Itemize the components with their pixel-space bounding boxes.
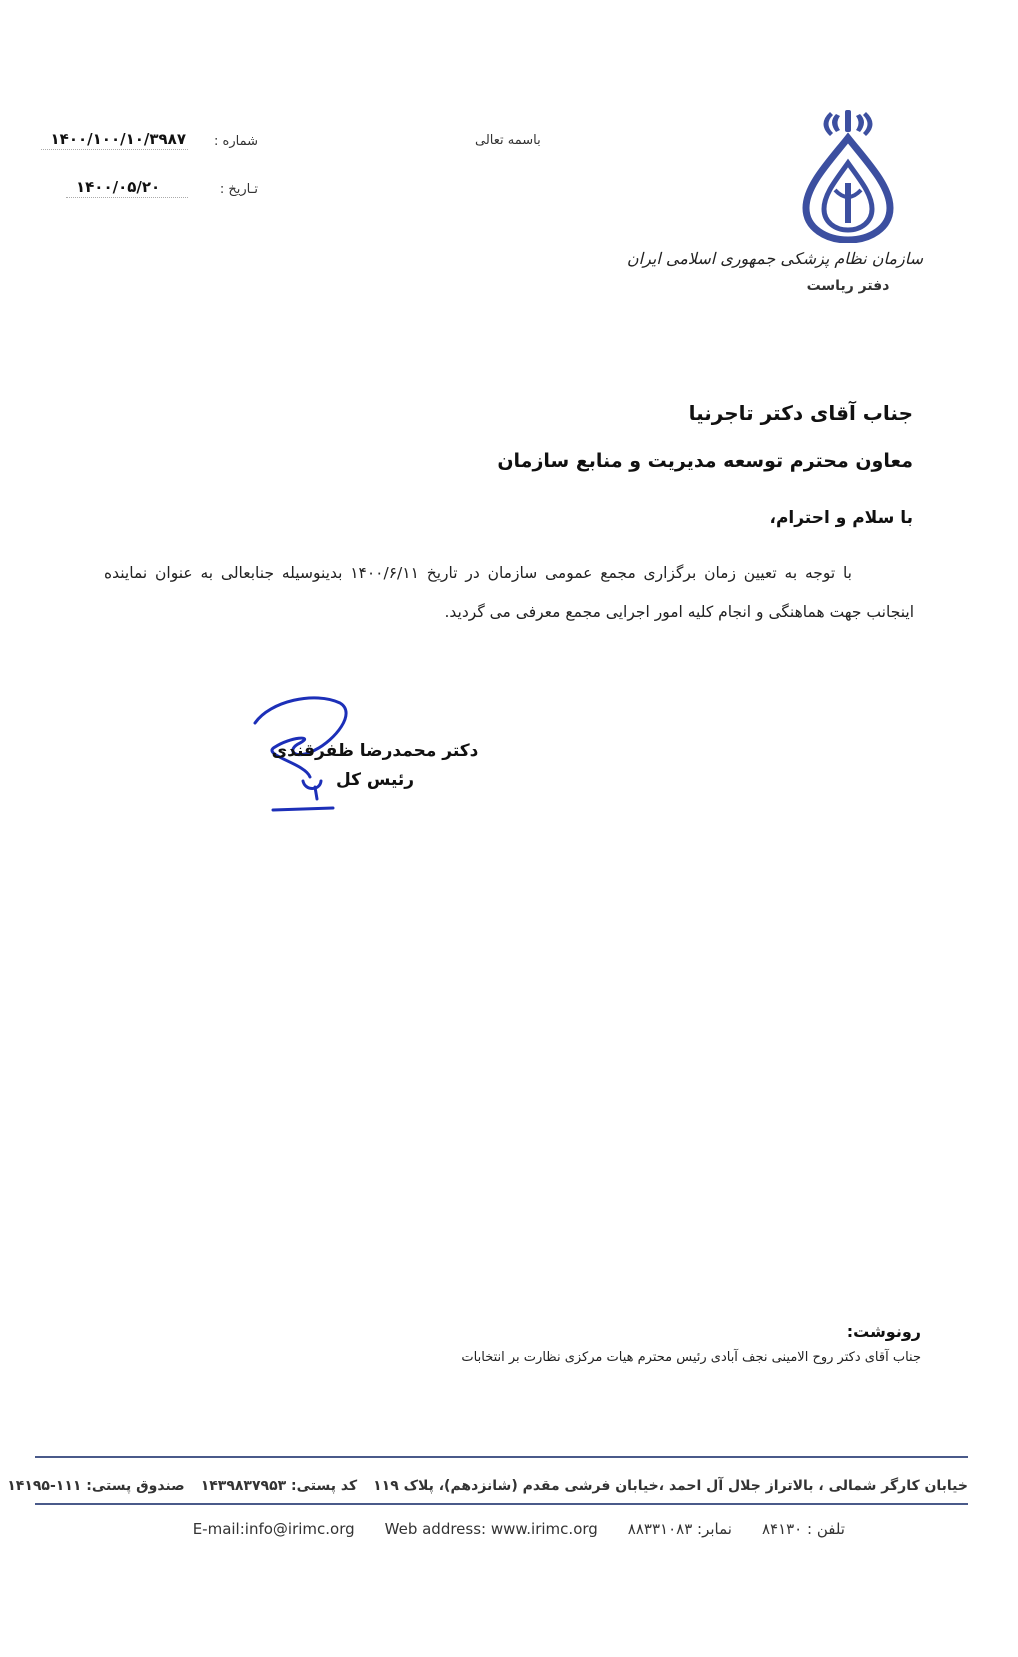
footer-fax: نمابر: ۸۸۳۳۱۰۸۳ — [627, 1520, 732, 1538]
signer-block — [270, 737, 480, 795]
footer-address-line — [7, 1478, 968, 1494]
footer-po-box: صندوق پستی: ۱۱۱-۱۴۱۹۵ — [7, 1478, 185, 1494]
letter-number-label: شماره : — [214, 134, 258, 149]
office-name: دفتر ریاست — [806, 278, 890, 294]
cc-title: رونوشت: — [846, 1322, 921, 1341]
organization-name: سازمان نظام پزشکی جمهوری اسلامی ایران — [626, 249, 923, 268]
bismillah-heading: باسمه تعالی — [475, 133, 541, 148]
addressee-title: معاون محترم توسعه مدیریت و منابع سازمان — [497, 450, 913, 472]
footer-email[interactable]: E-mail:info@irimc.org — [192, 1520, 355, 1538]
letter-date-value: ۱۴۰۰/۰۵/۲۰ — [66, 178, 188, 198]
letter-number-value: ۱۴۰۰/۱۰۰/۱۰/۳۹۸۷ — [41, 130, 188, 150]
footer-phone: تلفن : ۸۴۱۳۰ — [761, 1520, 845, 1538]
footer-bottom-rule — [35, 1503, 968, 1505]
footer-address: خیابان کارگر شمالی ، بالاتراز جلال آل احمد ،خیابان فرشی مقدم (شانزدهم)، پلاک ۱۱۹ — [373, 1478, 968, 1494]
organization-logo — [626, 108, 923, 323]
footer-top-rule — [35, 1456, 968, 1458]
irimc-emblem-icon — [788, 108, 908, 243]
footer-postal-code: کد پستی: ۱۴۳۹۸۳۷۹۵۳ — [200, 1478, 358, 1494]
signer-title: رئیس کل — [335, 770, 415, 790]
greeting: با سلام و احترام، — [769, 508, 913, 528]
letter-number-row — [50, 130, 258, 152]
letter-date-row — [58, 178, 258, 200]
letter-body: با توجه به تعیین زمان برگزاری مجمع عمومی سازمان در تاریخ ۱۴۰۰/۶/۱۱ بدینوسیله جنابعالی به عنوان نماینده اینجانب جهت هماهنگی و انجام کلیه امور اجرایی مجمع معرفی می گردید. — [104, 564, 914, 621]
signer-name: دکتر محمدرضا ظفرقندی — [271, 741, 479, 761]
addressee: جناب آقای دکتر تاجرنیا — [688, 401, 913, 425]
footer-contact-line — [145, 1520, 845, 1538]
cc-recipient: جناب آقای دکتر روح الامینی نجف آبادی رئیس محترم هیات مرکزی نظارت بر انتخابات — [461, 1350, 921, 1365]
letter-date-label: تـاریخ : — [219, 182, 258, 197]
footer-web-address[interactable]: Web address: www.irimc.org — [384, 1520, 598, 1538]
